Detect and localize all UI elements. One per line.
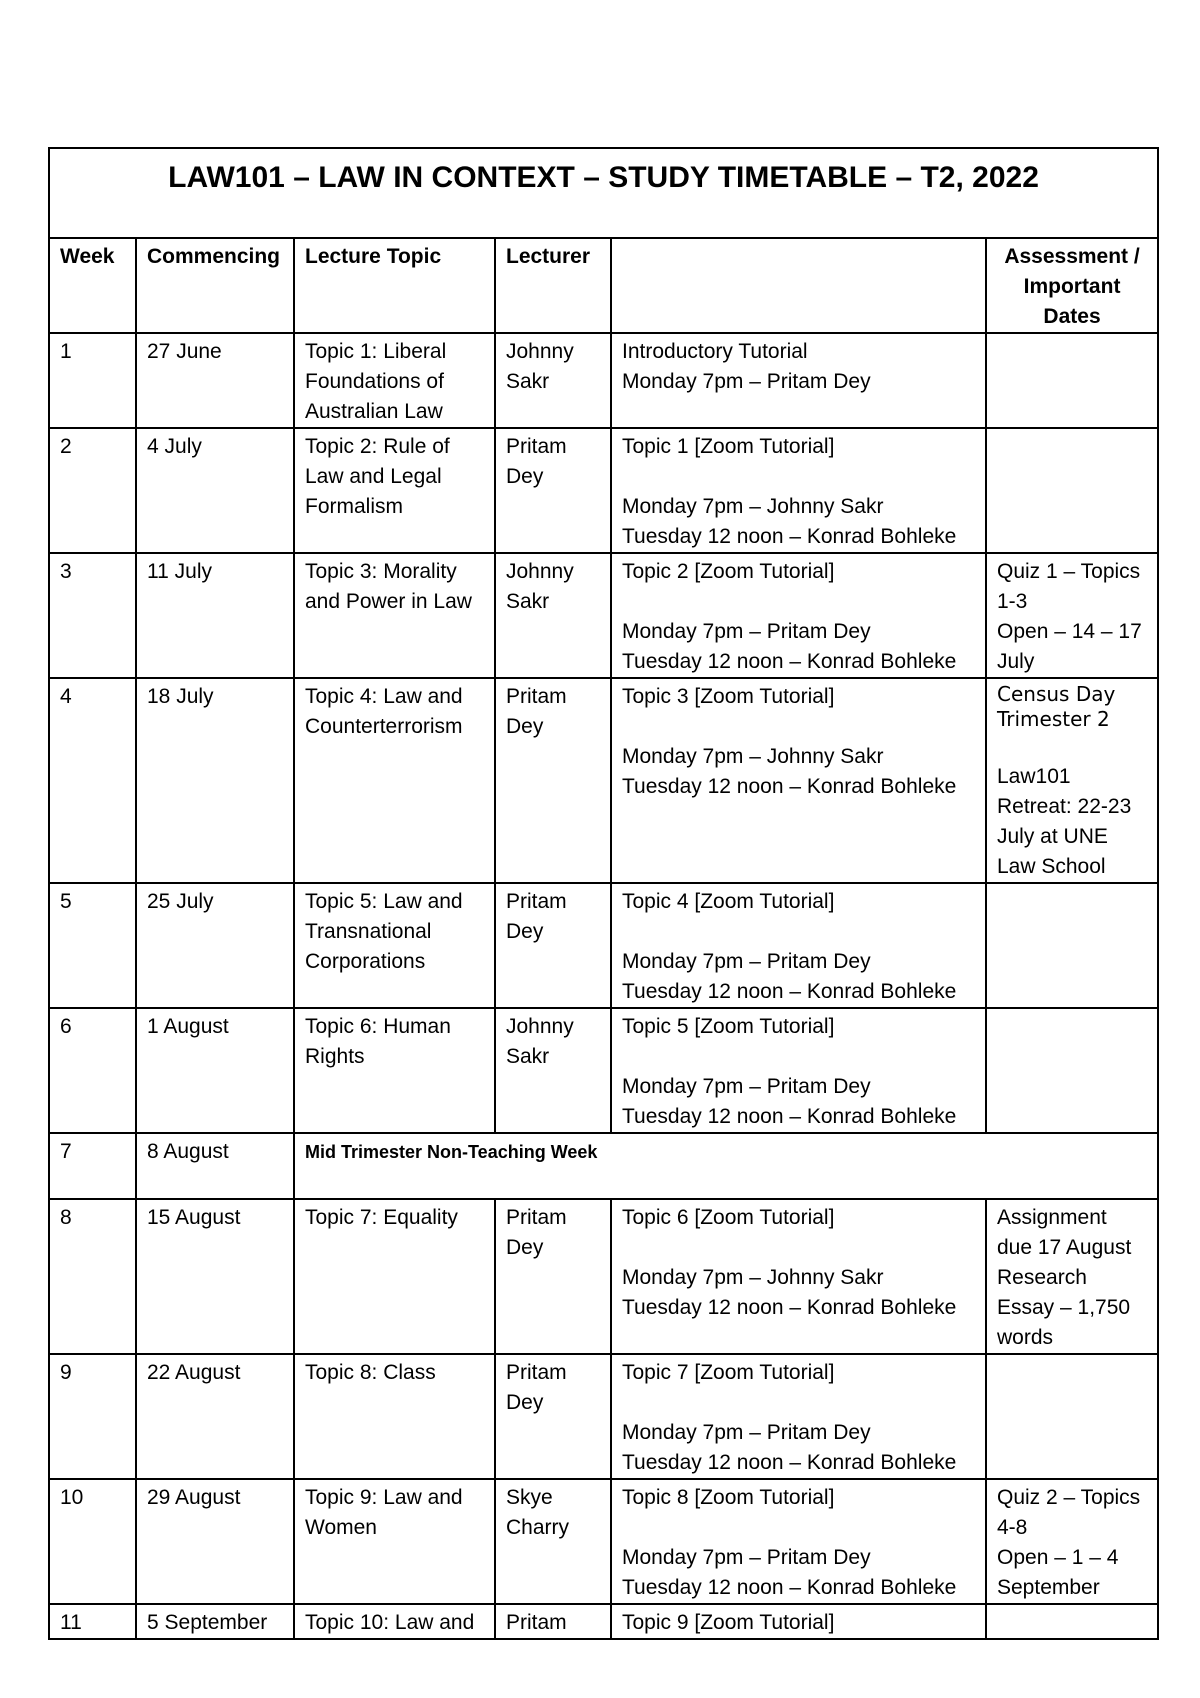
tutorial-line: Topic 3 [Zoom Tutorial] bbox=[622, 685, 835, 708]
commencing-cell: 29 August bbox=[136, 1479, 294, 1604]
tutorial-cell bbox=[611, 1479, 986, 1604]
tutorial-line bbox=[622, 1042, 975, 1072]
tutorial-line: Monday 7pm – Pritam Dey bbox=[622, 620, 871, 643]
assessment-cell bbox=[986, 553, 1158, 678]
lecturer-cell: Johnny Sakr bbox=[495, 553, 611, 678]
week-cell: 3 bbox=[49, 553, 136, 678]
assessment-cell bbox=[986, 1199, 1158, 1354]
header-tutorial bbox=[611, 238, 986, 333]
assessment-cell bbox=[986, 1008, 1158, 1133]
tutorial-line: Topic 5 [Zoom Tutorial] bbox=[622, 1015, 835, 1038]
tutorial-line: Topic 4 [Zoom Tutorial] bbox=[622, 890, 835, 913]
tutorial-line: Tuesday 12 noon – Konrad Bohleke bbox=[622, 1576, 957, 1599]
commencing-cell: 4 July bbox=[136, 428, 294, 553]
table-row bbox=[49, 1008, 1158, 1133]
table-row bbox=[49, 1604, 1158, 1639]
topic-cell: Topic 10: Law and bbox=[294, 1604, 495, 1639]
week-cell: 5 bbox=[49, 883, 136, 1008]
topic-cell: Topic 9: Law and Women bbox=[294, 1479, 495, 1604]
lecturer-cell: Pritam Dey bbox=[495, 678, 611, 883]
tutorial-cell bbox=[611, 1354, 986, 1479]
tutorial-line bbox=[622, 462, 975, 492]
assessment-line: Quiz 2 – Topics 4-8 bbox=[997, 1486, 1147, 1539]
assessment-cell bbox=[986, 428, 1158, 553]
assessment-cell bbox=[986, 1354, 1158, 1479]
page-title: LAW101 – LAW IN CONTEXT – STUDY TIMETABLE – T2, 2022 bbox=[49, 148, 1158, 238]
tutorial-line bbox=[622, 1388, 975, 1418]
tutorial-line: Monday 7pm – Johnny Sakr bbox=[622, 745, 884, 768]
week-cell: 11 bbox=[49, 1604, 136, 1639]
week-cell: 4 bbox=[49, 678, 136, 883]
assessment-line: Open – 14 – 17 July bbox=[997, 620, 1148, 673]
census-day-note: Census Day Trimester 2 bbox=[997, 682, 1116, 731]
tutorial-line: Topic 7 [Zoom Tutorial] bbox=[622, 1361, 835, 1384]
tutorial-line bbox=[622, 587, 975, 617]
commencing-cell: 18 July bbox=[136, 678, 294, 883]
topic-cell: Topic 2: Rule of Law and Legal Formalism bbox=[294, 428, 495, 553]
table-row bbox=[49, 333, 1158, 428]
lecturer-cell: Pritam Dey bbox=[495, 1199, 611, 1354]
commencing-cell: 1 August bbox=[136, 1008, 294, 1133]
tutorial-line bbox=[622, 712, 975, 742]
week-cell: 6 bbox=[49, 1008, 136, 1133]
topic-cell: Topic 1: Liberal Foundations of Australian Law bbox=[294, 333, 495, 428]
header-lecturer: Lecturer bbox=[495, 238, 611, 333]
tutorial-line: Topic 2 [Zoom Tutorial] bbox=[622, 560, 835, 583]
assessment-line: Quiz 1 – Topics 1-3 bbox=[997, 560, 1147, 613]
commencing-cell: 27 June bbox=[136, 333, 294, 428]
assessment-line: Law101 Retreat: 22-23 July at UNE Law School bbox=[997, 765, 1138, 878]
tutorial-line: Topic 8 [Zoom Tutorial] bbox=[622, 1486, 835, 1509]
table-row bbox=[49, 1133, 1158, 1199]
week-cell: 8 bbox=[49, 1199, 136, 1354]
commencing-cell: 22 August bbox=[136, 1354, 294, 1479]
title-row bbox=[49, 148, 1158, 238]
tutorial-line: Tuesday 12 noon – Konrad Bohleke bbox=[622, 980, 957, 1003]
tutorial-line: Introductory Tutorial bbox=[622, 340, 808, 363]
week-cell: 7 bbox=[49, 1133, 136, 1199]
tutorial-line: Topic 6 [Zoom Tutorial] bbox=[622, 1206, 835, 1229]
header-row bbox=[49, 238, 1158, 333]
header-week: Week bbox=[49, 238, 136, 333]
tutorial-line: Monday 7pm – Johnny Sakr bbox=[622, 495, 884, 518]
tutorial-line: Monday 7pm – Pritam Dey bbox=[622, 1546, 871, 1569]
topic-cell: Topic 5: Law and Transnational Corporations bbox=[294, 883, 495, 1008]
tutorial-line: Tuesday 12 noon – Konrad Bohleke bbox=[622, 1451, 957, 1474]
tutorial-line: Tuesday 12 noon – Konrad Bohleke bbox=[622, 1296, 957, 1319]
tutorial-line: Topic 9 [Zoom Tutorial] bbox=[622, 1611, 835, 1634]
tutorial-cell bbox=[611, 553, 986, 678]
tutorial-line: Monday 7pm – Johnny Sakr bbox=[622, 1266, 884, 1289]
tutorial-line bbox=[622, 1233, 975, 1263]
week-cell: 10 bbox=[49, 1479, 136, 1604]
commencing-cell: 11 July bbox=[136, 553, 294, 678]
tutorial-line: Tuesday 12 noon – Konrad Bohleke bbox=[622, 650, 957, 673]
table-row bbox=[49, 1199, 1158, 1354]
table-row bbox=[49, 428, 1158, 553]
table-row bbox=[49, 678, 1158, 883]
tutorial-cell bbox=[611, 333, 986, 428]
tutorial-cell bbox=[611, 1199, 986, 1354]
week-cell: 1 bbox=[49, 333, 136, 428]
assessment-cell bbox=[986, 333, 1158, 428]
header-lecture-topic: Lecture Topic bbox=[294, 238, 495, 333]
table-row bbox=[49, 553, 1158, 678]
non-teaching-note: Mid Trimester Non-Teaching Week bbox=[294, 1133, 1158, 1199]
tutorial-cell bbox=[611, 1604, 986, 1639]
tutorial-line: Monday 7pm – Pritam Dey bbox=[622, 1421, 871, 1444]
assessment-cell bbox=[986, 1604, 1158, 1639]
week-cell: 9 bbox=[49, 1354, 136, 1479]
commencing-cell: 25 July bbox=[136, 883, 294, 1008]
tutorial-line: Tuesday 12 noon – Konrad Bohleke bbox=[622, 525, 957, 548]
tutorial-line: Topic 1 [Zoom Tutorial] bbox=[622, 435, 835, 458]
table-row bbox=[49, 883, 1158, 1008]
tutorial-cell bbox=[611, 883, 986, 1008]
tutorial-line bbox=[622, 1513, 975, 1543]
tutorial-cell bbox=[611, 1008, 986, 1133]
tutorial-line: Tuesday 12 noon – Konrad Bohleke bbox=[622, 1105, 957, 1128]
topic-cell: Topic 7: Equality bbox=[294, 1199, 495, 1354]
assessment-cell bbox=[986, 678, 1158, 883]
topic-cell: Topic 8: Class bbox=[294, 1354, 495, 1479]
commencing-cell: 8 August bbox=[136, 1133, 294, 1199]
assessment-cell bbox=[986, 1479, 1158, 1604]
tutorial-line: Monday 7pm – Pritam Dey bbox=[622, 370, 871, 393]
lecturer-cell: Pritam Dey bbox=[495, 1354, 611, 1479]
assessment-cell bbox=[986, 883, 1158, 1008]
assessment-line: Assignment due 17 August Research Essay – 1,750 words bbox=[997, 1206, 1138, 1349]
table-row bbox=[49, 1479, 1158, 1604]
lecturer-cell: Johnny Sakr bbox=[495, 1008, 611, 1133]
lecturer-cell: Pritam bbox=[495, 1604, 611, 1639]
commencing-cell: 15 August bbox=[136, 1199, 294, 1354]
tutorial-line: Monday 7pm – Pritam Dey bbox=[622, 1075, 871, 1098]
topic-cell: Topic 3: Morality and Power in Law bbox=[294, 553, 495, 678]
study-timetable bbox=[48, 147, 1159, 1640]
lecturer-cell: Pritam Dey bbox=[495, 428, 611, 553]
tutorial-cell bbox=[611, 428, 986, 553]
header-assessment: Assessment / Important Dates bbox=[986, 238, 1158, 333]
commencing-cell: 5 September bbox=[136, 1604, 294, 1639]
table-row bbox=[49, 1354, 1158, 1479]
tutorial-cell bbox=[611, 678, 986, 883]
tutorial-line bbox=[622, 917, 975, 947]
topic-cell: Topic 4: Law and Counterterrorism bbox=[294, 678, 495, 883]
tutorial-line: Monday 7pm – Pritam Dey bbox=[622, 950, 871, 973]
lecturer-cell: Skye Charry bbox=[495, 1479, 611, 1604]
tutorial-line: Tuesday 12 noon – Konrad Bohleke bbox=[622, 775, 957, 798]
topic-cell: Topic 6: Human Rights bbox=[294, 1008, 495, 1133]
lecturer-cell: Pritam Dey bbox=[495, 883, 611, 1008]
lecturer-cell: Johnny Sakr bbox=[495, 333, 611, 428]
assessment-line: Open – 1 – 4 September bbox=[997, 1546, 1125, 1599]
week-cell: 2 bbox=[49, 428, 136, 553]
spacer bbox=[997, 732, 1147, 762]
header-commencing: Commencing bbox=[136, 238, 294, 333]
